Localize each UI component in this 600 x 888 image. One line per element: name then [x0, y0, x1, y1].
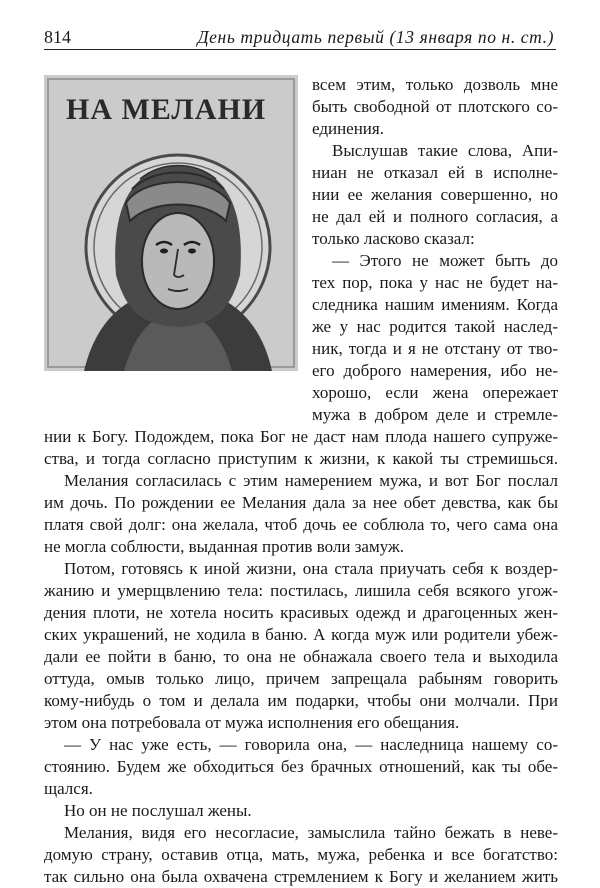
saint-icon-illustration [44, 75, 298, 371]
text-line: дения плоти, не хотела носить красивых одежд и драгоценных жен- [44, 603, 558, 622]
paragraph-start: Выслушав такие слова, Апи- [332, 141, 558, 160]
paragraph-start: — У нас уже есть, — говорила она, — наследница нашему со- [64, 735, 558, 754]
text-line: единения. [312, 119, 384, 138]
running-header [44, 27, 556, 50]
text-line: стоянию. Будем же обходиться без брачных отношений, как ты обе- [44, 757, 558, 776]
icon-inscription: НА МЕЛАНИ [66, 93, 267, 126]
text-line: этом она потребовала от мужа исполнения его обещания. [44, 713, 460, 732]
text-line: нии ее желания совершенно, но [312, 185, 558, 204]
text-line: ниан не отказал ей в исполне- [312, 163, 558, 182]
text-line: следника нашим имениям. Когда [312, 295, 558, 314]
text-line: хорошо, если жена опережает [312, 383, 558, 402]
text-line: жанию и умерщвлению тела: постилась, лишила себя всякого угож- [44, 581, 558, 600]
paragraph-start: Мелания согласилась с этим намерением мужа, и вот Бог послал [64, 471, 558, 490]
paragraph-start: Мелания, видя его несогласие, замыслила тайно бежать в неве- [64, 823, 558, 842]
text-line: так сильно она была охвачена стремлением к Богу и желанием жить [44, 867, 558, 886]
text-line: же у нас родится такой наслед- [312, 317, 558, 336]
text-line: оттуда, омыв только лицо, причем запрещала рабыням говорить [44, 669, 558, 688]
text-line: быть свободной от плотского со- [312, 97, 558, 116]
paragraph-start: Но он не послушал жены. [64, 801, 252, 820]
text-line: нии к Богу. Подождем, пока Бог не даст нам плода нашего супруже- [44, 427, 558, 446]
text-line: ник, тогда и я не отстану от тво- [312, 339, 558, 358]
text-line: всем этим, только дозволь мне [312, 75, 558, 94]
paragraph-start: — Этого не может быть до [332, 251, 558, 270]
text-line: кому-нибудь о том и делала им подарки, чтобы они молчали. При [44, 691, 558, 710]
text-line: не могла соблюсти, выданная против воли замуж. [44, 537, 405, 556]
text-line: ства, и тогда согласно приступим к жизни, к какой ты стремишься. [44, 449, 558, 468]
text-line: тех пор, пока у нас не будет на- [312, 273, 558, 292]
text-line: им дочь. По рождении ее Мелания дала за нее обет девства, как бы [44, 493, 558, 512]
text-line: только ласково сказал: [312, 229, 475, 248]
paragraph-start: Потом, готовясь к иной жизни, она стала приучать себя к воздер- [64, 559, 558, 578]
text-line: ских украшений, не ходила в баню. А когда муж или родители убеж- [44, 625, 558, 644]
page-number: 814 [44, 27, 71, 47]
text-line: не дал ей и полного согласия, а [312, 207, 558, 226]
text-line: щался. [44, 779, 93, 798]
text-line: мужа в добром деле и стремле- [312, 405, 558, 424]
running-title: День тридцать первый (13 января по н. ст.) [197, 27, 554, 47]
text-line: дали ее пойти в баню, то она не обнажала своего тела и выходила [44, 647, 558, 666]
text-line: платя свой долг: она желала, чтоб дочь ее соблюла то, чего сама она [44, 515, 558, 534]
text-line: его доброго намерения, ибо не- [312, 361, 558, 380]
text-line: домую страну, оставив отца, мать, мужа, ребенка и все богатство: [44, 845, 558, 864]
